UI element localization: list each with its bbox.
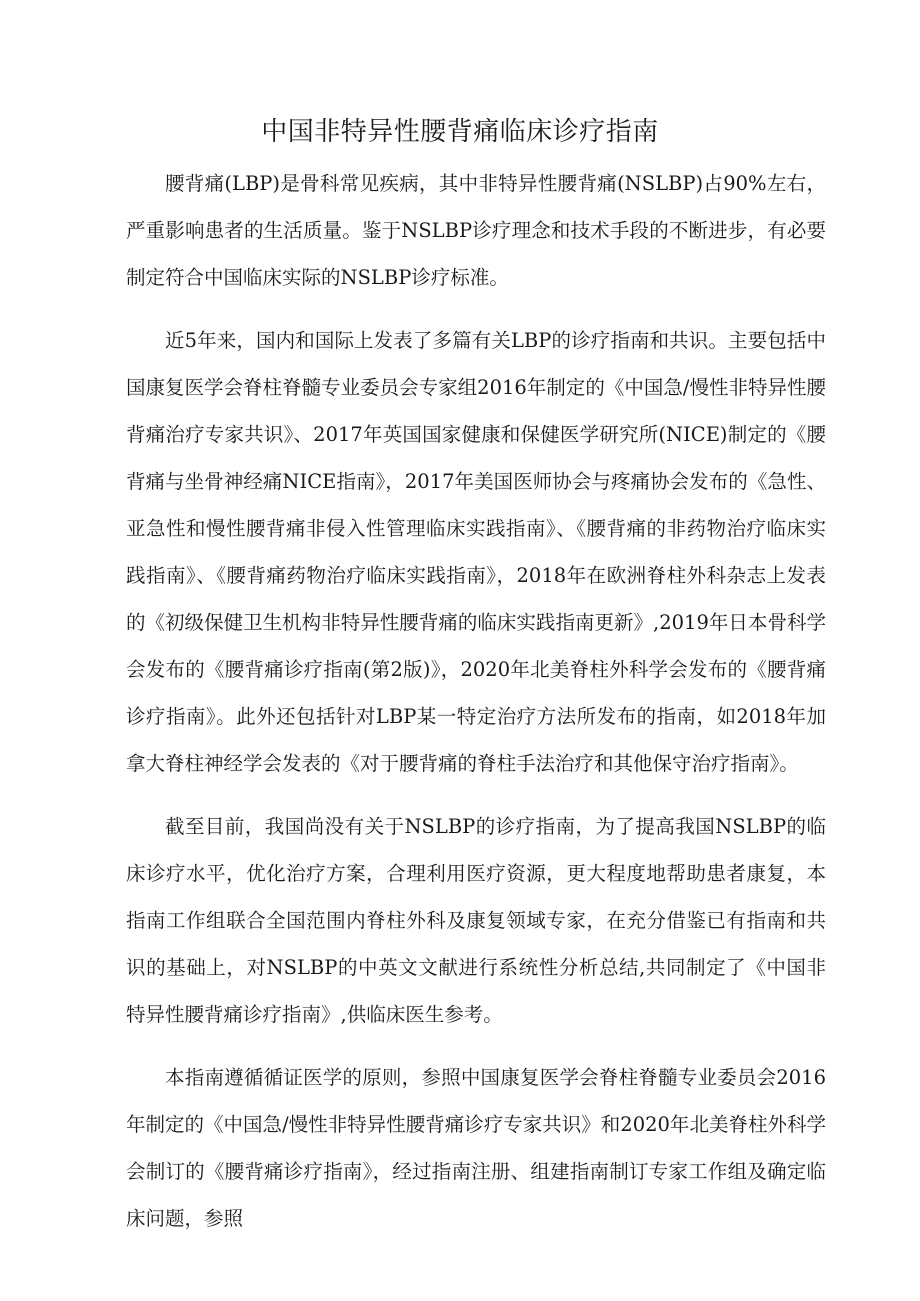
paragraph-intro: 腰背痛(LBP)是骨科常见疾病，其中非特异性腰背痛(NSLBP)占90%左右，严重影响患者的生活质量。鉴于NSLBP诊疗理念和技术手段的不断进步，有必要制定符合中国临床实际的NSLBP诊疗标准。: [126, 172, 826, 289]
paragraph-methodology: 本指南遵循循证医学的原则，参照中国康复医学会脊柱脊髓专业委员会2016年制定的《中国急/慢性非特异性腰背痛诊疗专家共识》和2020年北美脊柱外科学会制订的《腰背痛诊疗指南》，经过指南注册、组建指南制订专家工作组及确定临床问题，参照: [126, 1066, 826, 1230]
document-title: 中国非特异性腰背痛临床诊疗指南: [261, 117, 659, 147]
paragraph-guidelines-review: 近5年来，国内和国际上发表了多篇有关LBP的诊疗指南和共识。主要包括中国康复医学会脊柱脊髓专业委员会专家组2016年制定的《中国急/慢性非特异性腰背痛治疗专家共识》、2017年英国国家健康和保健医学研究所(NICE)制定的《腰背痛与坐骨神经痛NICE指南》，2017年美国医师协会与疼痛协会发布的《急性、亚急性和慢性腰背痛非侵入性管理临床实践指南》、《腰背痛的非药物治疗临床实践指南》、《腰背痛药物治疗临床实践指南》，2018年在欧洲脊柱外科杂志上发表的《初级保健卫生机构非特异性腰背痛的临床实践指南更新》,2019年日本骨科学会发布的《腰背痛诊疗指南(第2版)》，2020年北美脊柱外科学会发布的《腰背痛诊疗指南》。此外还包括针对LBP某一特定治疗方法所发布的指南，如2018年加拿大脊柱神经学会发表的《对于腰背痛的脊柱手法治疗和其他保守治疗指南》。: [126, 329, 826, 775]
document-body: [126, 160, 826, 1258]
paragraph-purpose: 截至目前，我国尚没有关于NSLBP的诊疗指南，为了提高我国NSLBP的临床诊疗水平，优化治疗方案，合理利用医疗资源，更大程度地帮助患者康复，本指南工作组联合全国范围内脊柱外科及康复领域专家，在充分借鉴已有指南和共识的基础上，对NSLBP的中英文文献进行系统性分析总结,共同制定了《中国非特异性腰背痛诊疗指南》,供临床医生参考。: [126, 815, 826, 1026]
